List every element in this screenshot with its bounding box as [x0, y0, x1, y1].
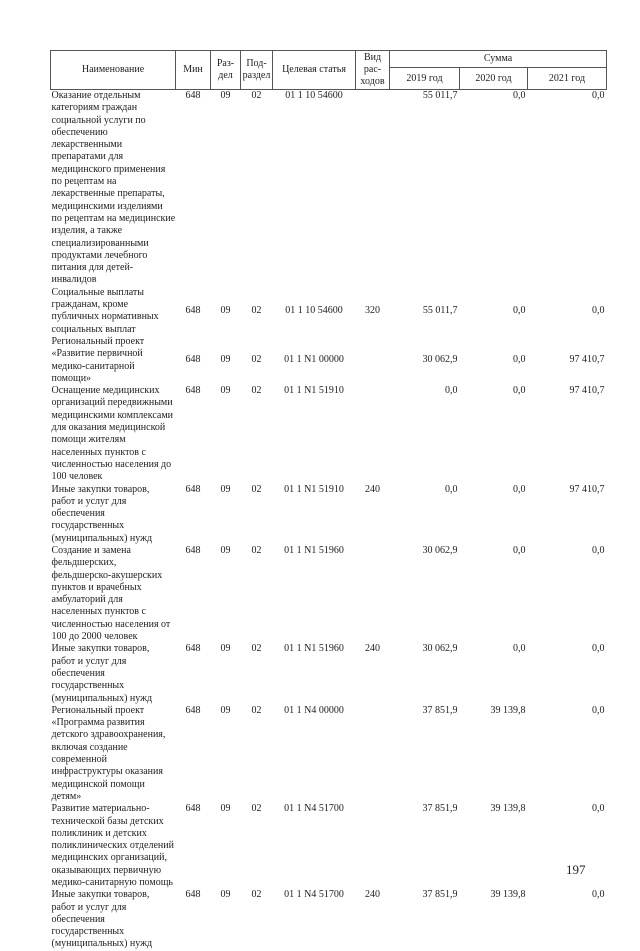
row-name: Региональный проект «Развитие первичной медико-санитарной помощи» [51, 335, 145, 384]
row-min: 648 [185, 803, 201, 815]
page-number: 197 [566, 862, 586, 877]
row-podrazdel: 02 [251, 803, 262, 815]
row-min: 648 [185, 305, 201, 317]
row-razdel: 09 [220, 90, 231, 101]
table-row [51, 90, 607, 287]
table-row [51, 336, 607, 385]
row-2020: 0,0 [513, 305, 526, 317]
row-razdel: 09 [220, 643, 231, 655]
table-row [51, 803, 607, 889]
row-2020: 0,0 [513, 90, 526, 101]
row-2020: 0,0 [513, 483, 526, 495]
row-2019: 0,0 [445, 385, 458, 397]
row-name: Иные закупки товаров, работ и услуг для обеспечения государственных (муниципальных) нужд [51, 889, 153, 950]
table-row [51, 484, 607, 545]
header-sum: Сумма [390, 51, 607, 68]
row-target: 01 1 N1 51960 [284, 643, 344, 655]
row-min: 648 [185, 385, 201, 397]
row-2020: 39 139,8 [490, 704, 526, 716]
row-vid [356, 545, 390, 643]
row-2019: 55 011,7 [422, 90, 458, 101]
table-row [51, 287, 607, 336]
row-2020: 39 139,8 [490, 889, 526, 901]
header-razdel: Раз-дел [211, 51, 241, 90]
row-podrazdel: 02 [251, 354, 262, 366]
row-target: 01 1 N4 51700 [284, 803, 344, 815]
row-2019: 30 062,9 [422, 643, 458, 655]
row-2019: 30 062,9 [422, 544, 458, 556]
table-body [51, 90, 607, 951]
table-header [51, 51, 607, 90]
budget-table [50, 50, 607, 951]
row-2020: 39 139,8 [490, 803, 526, 815]
row-min: 648 [185, 889, 201, 901]
row-name: Развитие материально-технической базы детских поликлиник и детских поликлинических отделений медицинских организаций, оказывающих первичную медико-санитарную помощь [51, 803, 174, 888]
table-row [51, 545, 607, 643]
row-vid [356, 385, 390, 483]
row-2021: 97 410,7 [569, 354, 605, 366]
header-2021: 2021 год [528, 68, 607, 90]
row-2020: 0,0 [513, 354, 526, 366]
row-razdel: 09 [220, 704, 231, 716]
row-2019: 37 851,9 [422, 889, 458, 901]
row-podrazdel: 02 [251, 704, 262, 716]
row-razdel: 09 [220, 889, 231, 901]
row-2021: 0,0 [592, 889, 605, 901]
row-min: 648 [185, 90, 201, 101]
row-vid [356, 90, 390, 287]
row-vid: 320 [365, 305, 380, 317]
row-target: 01 1 10 54600 [285, 305, 343, 317]
row-min: 648 [185, 544, 201, 556]
row-min: 648 [185, 704, 201, 716]
row-target: 01 1 N1 51910 [284, 483, 344, 495]
row-target: 01 1 N1 51910 [284, 385, 344, 397]
row-2019: 37 851,9 [422, 704, 458, 716]
table-row [51, 889, 607, 950]
table-row [51, 385, 607, 483]
row-name: Иные закупки товаров, работ и услуг для обеспечения государственных (муниципальных) нужд [51, 483, 153, 544]
row-target: 01 1 N4 00000 [284, 704, 344, 716]
header-2019: 2019 год [390, 68, 460, 90]
row-podrazdel: 02 [251, 544, 262, 556]
row-2019: 30 062,9 [422, 354, 458, 366]
row-target: 01 1 N1 51960 [284, 544, 344, 556]
table-row [51, 705, 607, 803]
row-target: 01 1 N1 00000 [284, 354, 344, 366]
row-name: Оснащение медицинских организаций передвижными медицинскими комплексами для оказания медицинской помощи жителям населенных пунктов с численностью населения до 100 человек [51, 385, 174, 483]
row-podrazdel: 02 [251, 643, 262, 655]
row-target: 01 1 N4 51700 [284, 889, 344, 901]
row-podrazdel: 02 [251, 90, 262, 101]
row-podrazdel: 02 [251, 385, 262, 397]
header-name: Наименование [51, 51, 176, 90]
row-name: Социальные выплаты гражданам, кроме публичных нормативных социальных выплат [51, 286, 159, 335]
row-target: 01 1 10 54600 [285, 90, 343, 101]
row-razdel: 09 [220, 305, 231, 317]
row-vid: 240 [365, 643, 380, 655]
row-2021: 0,0 [592, 90, 605, 101]
row-2021: 0,0 [592, 803, 605, 815]
row-2021: 0,0 [592, 305, 605, 317]
row-2019: 55 011,7 [422, 305, 458, 317]
row-name: Создание и замена фельдшерских, фельдшерско-акушерских пунктов и врачебных амбулаторий для населенных пунктов с численностью населения от 100 до 2000 человек [51, 544, 171, 643]
row-podrazdel: 02 [251, 483, 262, 495]
row-2021: 0,0 [592, 643, 605, 655]
row-min: 648 [185, 354, 201, 366]
row-2020: 0,0 [513, 385, 526, 397]
row-min: 648 [185, 643, 201, 655]
table-row [51, 643, 607, 704]
row-razdel: 09 [220, 354, 231, 366]
row-vid: 240 [365, 483, 380, 495]
row-razdel: 09 [220, 385, 231, 397]
header-vid: Вид рас-ходов [356, 51, 390, 90]
row-name: Региональный проект «Программа развития детского здравоохранения, включая создание современной инфраструктуры оказания медицинской помощи детям» [51, 704, 166, 802]
row-2021: 97 410,7 [569, 385, 605, 397]
row-vid [356, 705, 390, 803]
row-2019: 37 851,9 [422, 803, 458, 815]
row-2021: 0,0 [592, 544, 605, 556]
header-target: Целевая статья [273, 51, 356, 90]
row-vid: 240 [365, 889, 380, 901]
row-razdel: 09 [220, 544, 231, 556]
row-2020: 0,0 [513, 544, 526, 556]
row-2021: 97 410,7 [569, 483, 605, 495]
row-podrazdel: 02 [251, 305, 262, 317]
row-2019: 0,0 [445, 483, 458, 495]
header-min: Мин [176, 51, 211, 90]
header-2020: 2020 год [460, 68, 528, 90]
row-name: Оказание отдельным категориям граждан социальной услуги по обеспечению лекарственными препаратами для медицинского применения по рецептам на лекарственные препараты, медицинскими изделиями по рецептам на медицинские изделия, а также специализированными продуктами лечебного питания для детей-инвалидов [51, 90, 176, 286]
row-vid [356, 336, 390, 385]
row-min: 648 [185, 483, 201, 495]
row-2020: 0,0 [513, 643, 526, 655]
header-podrazdel: Под-раздел [241, 51, 273, 90]
row-razdel: 09 [220, 483, 231, 495]
row-podrazdel: 02 [251, 889, 262, 901]
row-name: Иные закупки товаров, работ и услуг для обеспечения государственных (муниципальных) нужд [51, 643, 153, 704]
row-razdel: 09 [220, 803, 231, 815]
row-vid [356, 803, 390, 889]
row-2021: 0,0 [592, 704, 605, 716]
